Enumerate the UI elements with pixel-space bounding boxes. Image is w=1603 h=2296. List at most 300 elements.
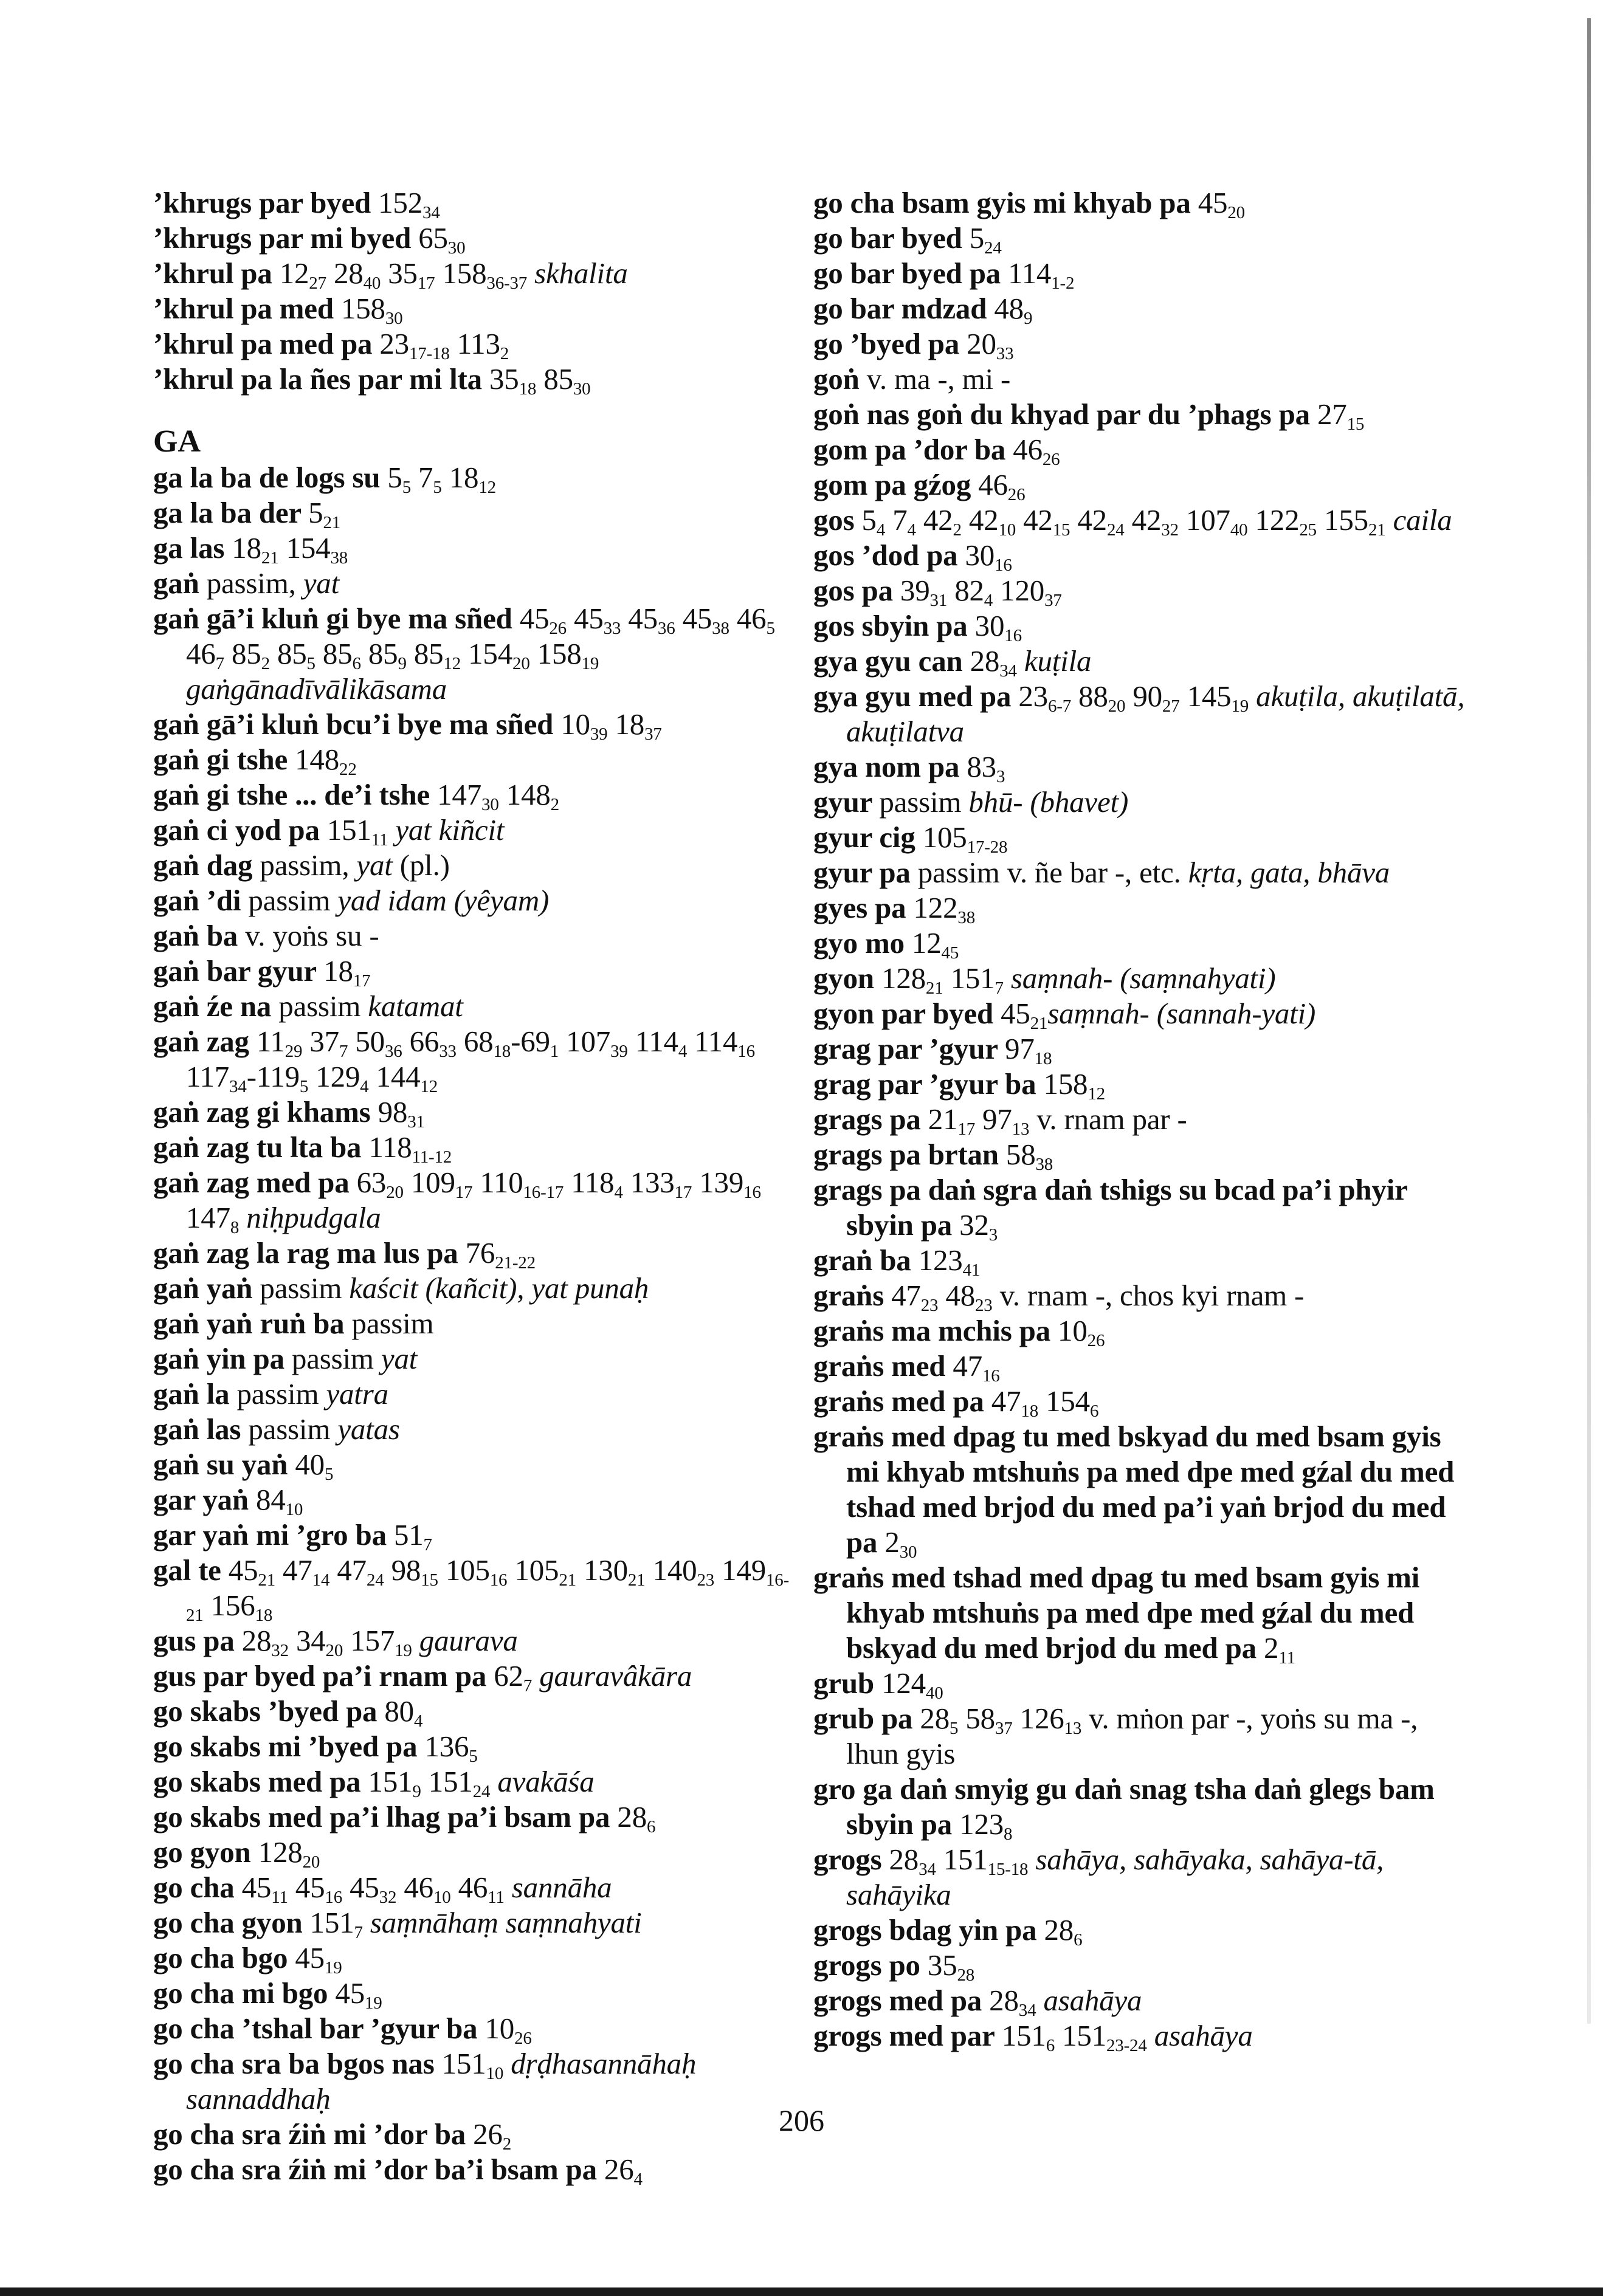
reference: 46 — [450, 1871, 488, 1904]
reference — [505, 1871, 512, 1904]
index-entry — [153, 1940, 791, 1976]
line-subscript: 39 — [590, 724, 608, 744]
line-subscript: 20 — [512, 654, 530, 673]
headword: grogs med par — [813, 2019, 1002, 2052]
reference: 45 — [1001, 997, 1030, 1030]
index-entry — [813, 1772, 1470, 1842]
headword: grogs bdag yin pa — [813, 1913, 1044, 1947]
reference: v. mṅon par -, yoṅs su ma -, lhun gyis — [846, 1702, 1418, 1770]
line-subscript: 24 — [984, 238, 1002, 258]
headword: gus par byed pa’i rnam pa — [153, 1659, 494, 1693]
line-subscript: 5 — [324, 1465, 334, 1484]
line-subscript: 22 — [339, 760, 357, 779]
reference: passim — [278, 989, 368, 1023]
headword: go cha mi bgo — [153, 1976, 336, 2010]
reference — [363, 1906, 370, 1939]
reference: 5 — [308, 496, 323, 529]
reference: 35 — [927, 1948, 957, 1982]
index-entry — [153, 185, 791, 221]
reference: 154 — [278, 531, 331, 565]
reference: 47 — [991, 1384, 1021, 1418]
headword: ga la ba der — [153, 496, 309, 529]
line-subscript: 13 — [1064, 1719, 1082, 1738]
line-subscript: 16 — [1004, 626, 1022, 645]
sanskrit-equivalent: gaṅgānadīvālikāsama — [186, 672, 447, 706]
headword: grub pa — [813, 1702, 920, 1735]
line-subscript: 16 — [325, 1888, 343, 1907]
line-subscript: 26 — [1007, 485, 1026, 504]
reference: 5 — [387, 461, 402, 494]
headword: gaṅ bar gyur — [153, 954, 324, 988]
index-entry — [153, 1482, 791, 1517]
reference: 151 — [326, 813, 371, 847]
line-subscript: 7 — [995, 978, 1004, 998]
reference — [532, 1659, 539, 1693]
reference: passim — [248, 1412, 338, 1446]
reference: 46 — [1013, 433, 1043, 466]
reference: 45 — [342, 1871, 379, 1904]
line-subscript: 12 — [420, 1077, 438, 1096]
index-entry — [153, 707, 791, 742]
line-subscript: 18 — [493, 1042, 511, 1061]
line-subscript: 19 — [1231, 696, 1249, 716]
headword: gyes pa — [813, 891, 914, 924]
index-entry — [813, 362, 1470, 397]
reference: 90 — [1125, 679, 1162, 713]
index-entry — [153, 1729, 791, 1764]
reference: 42 — [915, 503, 953, 537]
index-entry — [813, 291, 1470, 326]
line-subscript: 37 — [644, 724, 662, 744]
index-entry — [153, 495, 791, 531]
line-subscript: 27 — [309, 273, 326, 293]
reference — [239, 1201, 246, 1234]
reference: 45 — [519, 602, 550, 635]
reference: (pl.) — [392, 848, 450, 882]
headword: gyur — [813, 785, 880, 819]
index-entry — [813, 961, 1470, 996]
reference: 23 — [1018, 679, 1048, 713]
index-entry — [153, 601, 791, 707]
reference: v. ma -, mi - — [866, 362, 1011, 396]
reference: 45 — [288, 1871, 325, 1904]
line-subscript: 16-17 — [523, 1183, 564, 1202]
headword: go cha sra źiṅ mi ’dor ba’i bsam pa — [153, 2153, 604, 2186]
sanskrit-equivalent: niḥpudgala — [246, 1201, 381, 1234]
reference: 97 — [975, 1102, 1012, 1136]
reference: -119 — [246, 1060, 300, 1093]
reference: 28 — [1044, 1913, 1074, 1947]
line-subscript: 41 — [962, 1260, 981, 1280]
reference: 45 — [675, 602, 712, 635]
reference: v. rnam -, chos kyi rnam - — [992, 1279, 1305, 1312]
headword: gaṅ ’di — [153, 884, 249, 917]
index-entry — [153, 848, 791, 883]
reference: 42 — [1016, 503, 1053, 537]
line-subscript: 12 — [478, 478, 496, 497]
line-subscript: 4 — [360, 1077, 369, 1096]
reference: 30 — [965, 538, 995, 572]
reference — [1036, 1984, 1043, 2017]
reference: 98 — [384, 1553, 421, 1587]
index-entry — [153, 1553, 791, 1623]
reference: 7 — [411, 461, 433, 494]
line-subscript: 33 — [439, 1042, 457, 1061]
headword: gus pa — [153, 1624, 242, 1657]
reference: 42 — [961, 503, 999, 537]
right-column — [813, 185, 1470, 2054]
line-subscript: 26 — [549, 619, 567, 638]
index-entry — [153, 1799, 791, 1835]
line-subscript: 21 — [559, 1570, 576, 1590]
index-entry — [813, 749, 1470, 785]
index-entry — [813, 644, 1470, 679]
reference: 58 — [958, 1702, 995, 1735]
reference: 85 — [406, 637, 444, 670]
index-entry — [153, 1341, 791, 1377]
index-entry — [153, 1623, 791, 1658]
reference: 151 — [1055, 2019, 1106, 2052]
index-entry — [813, 1948, 1470, 1983]
reference: 45 — [566, 602, 604, 635]
headword: graṅs ma mchis pa — [813, 1314, 1058, 1347]
index-entry — [153, 813, 791, 848]
index-entry — [153, 2011, 791, 2046]
line-subscript: 36 — [657, 619, 675, 638]
index-entry — [153, 1870, 791, 1905]
headword: grag par ’gyur ba — [813, 1067, 1044, 1101]
reference: 45 — [335, 1976, 365, 2010]
sanskrit-equivalent: asahāya — [1043, 1984, 1142, 2017]
index-entry — [153, 1236, 791, 1271]
line-subscript: 45 — [941, 943, 959, 963]
index-entry — [153, 221, 791, 256]
headword: graṅs med pa — [813, 1384, 991, 1418]
line-subscript: 5 — [950, 1719, 959, 1738]
reference: 63 — [356, 1166, 387, 1199]
index-entry — [813, 679, 1470, 749]
headword: ’khrul pa la ñes par mi lta — [153, 362, 489, 396]
line-subscript: 19 — [324, 1958, 342, 1978]
index-entry — [153, 1377, 791, 1412]
sanskrit-equivalent: gauravâkāra — [539, 1659, 692, 1693]
index-entry — [813, 1983, 1470, 2018]
line-subscript: 5 — [306, 654, 315, 673]
headword: gaṅ zag la rag ma lus pa — [153, 1236, 466, 1270]
reference: 113 — [449, 327, 500, 360]
reference: 151 — [943, 961, 995, 995]
line-subscript: 4 — [633, 2170, 643, 2189]
line-subscript: 18 — [1034, 1049, 1052, 1068]
headword: gyur cig — [813, 820, 923, 854]
line-subscript: 38 — [957, 908, 975, 927]
index-entry — [153, 1306, 791, 1341]
line-subscript: 17 — [353, 971, 371, 991]
reference: 35 — [489, 362, 519, 396]
line-subscript: 4 — [614, 1183, 623, 1202]
reference: 28 — [989, 1984, 1019, 2017]
reference: 154 — [1038, 1384, 1090, 1418]
line-subscript: 34 — [1018, 2001, 1036, 2020]
line-subscript: 11 — [371, 830, 388, 850]
reference: 155 — [1316, 503, 1368, 537]
headword: go bar byed pa — [813, 256, 1008, 290]
line-subscript: 15 — [1052, 520, 1070, 540]
headword: grogs — [813, 1843, 889, 1876]
line-subscript: 21 — [1030, 1014, 1048, 1033]
reference: 85 — [224, 637, 261, 670]
line-subscript: 12 — [443, 654, 461, 673]
line-subscript: 20 — [325, 1641, 343, 1660]
line-subscript: 21-22 — [495, 1253, 536, 1273]
reference: 85 — [315, 637, 353, 670]
reference: 45 — [295, 1941, 325, 1975]
reference: 118 — [564, 1166, 615, 1199]
line-subscript: 26 — [514, 2029, 532, 2048]
line-subscript: 17-18 — [409, 344, 450, 363]
reference: -69 — [511, 1025, 550, 1058]
index-entry — [813, 996, 1470, 1031]
headword: ’khrul pa med pa — [153, 327, 380, 360]
line-subscript: 21 — [627, 1570, 646, 1590]
line-subscript: 11 — [488, 1888, 505, 1907]
section-heading: GA — [153, 424, 201, 459]
line-subscript: 13 — [1012, 1119, 1030, 1139]
reference: 123 — [918, 1243, 963, 1277]
reference: 129 — [308, 1060, 360, 1093]
line-subscript: 5 — [469, 1747, 478, 1766]
reference: 51 — [393, 1518, 424, 1552]
reference: 85 — [269, 637, 307, 670]
line-subscript: 7 — [215, 654, 224, 673]
headword: graṅs med dpag tu med bskyad du med bsam gyis mi khyab mtshuṅs pa med dpe med gźal du med tshad med brjod du med pa’i yaṅ brjod du med pa — [813, 1420, 1455, 1559]
reference: 62 — [494, 1659, 523, 1693]
headword: gaṅ gi tshe — [153, 743, 295, 776]
index-entry — [153, 460, 791, 495]
line-subscript: 16 — [489, 1570, 508, 1590]
line-subscript: 5 — [402, 478, 411, 497]
line-subscript: 4 — [678, 1042, 688, 1061]
sanskrit-equivalent: yat — [303, 566, 339, 600]
page-edge-shadow — [1587, 18, 1591, 2024]
headword: gaṅ gi tshe ... de’i tshe — [153, 778, 438, 811]
line-subscript: 40 — [925, 1683, 943, 1703]
reference: 48 — [994, 292, 1024, 325]
reference: 147 — [437, 778, 482, 811]
reference: passim — [260, 1271, 350, 1305]
headword: gos — [813, 503, 862, 537]
line-subscript: 33 — [603, 619, 621, 638]
headword: gaṅ gā’i kluṅ bcu’i bye ma sñed — [153, 707, 561, 741]
reference: 151 — [441, 2047, 486, 2080]
reference — [490, 1765, 497, 1798]
sanskrit-equivalent: saṃnah- (saṃnahyati) — [1010, 961, 1276, 995]
headword: go cha sra ba bgos nas — [153, 2047, 442, 2080]
headword: go skabs mi ’byed pa — [153, 1730, 425, 1763]
line-subscript: 34 — [919, 1860, 936, 1879]
index-entry — [813, 397, 1470, 432]
headword: gaṅ su yaṅ — [153, 1448, 295, 1481]
line-subscript: 32 — [379, 1888, 397, 1907]
headword: go cha ’tshal bar ’gyur ba — [153, 2012, 485, 2045]
line-subscript: 16 — [737, 1042, 755, 1061]
headword: gos sbyin pa — [813, 609, 975, 642]
line-subscript: 30 — [447, 238, 466, 258]
reference: passim, — [260, 848, 357, 882]
headword: gaṅ ci yod pa — [153, 813, 327, 847]
reference: 50 — [348, 1025, 385, 1058]
index-entry — [813, 1243, 1470, 1278]
line-subscript: 21 — [925, 978, 943, 998]
sanskrit-equivalent: asahāya — [1154, 2019, 1253, 2052]
index-entry — [153, 531, 791, 566]
reference: 23 — [379, 327, 409, 360]
reference — [1028, 1843, 1035, 1876]
headword: gya gyu can — [813, 644, 970, 678]
index-entry — [813, 855, 1470, 890]
reference: 114 — [687, 1025, 738, 1058]
reference: 40 — [295, 1448, 325, 1481]
line-subscript: 2 — [261, 654, 270, 673]
line-subscript: 26 — [1087, 1331, 1105, 1350]
index-entry — [813, 1560, 1470, 1666]
headword: ’khrul pa med — [153, 292, 341, 325]
reference: 158 — [529, 637, 582, 670]
line-subscript: 18 — [519, 379, 537, 399]
line-subscript: 23 — [975, 1296, 993, 1315]
sanskrit-equivalent: yat — [356, 848, 393, 882]
index-entry — [813, 1701, 1470, 1772]
index-entry — [153, 2152, 791, 2187]
index-entry — [153, 1835, 791, 1870]
index-entry — [813, 467, 1470, 503]
reference: 156 — [203, 1589, 255, 1622]
line-subscript: 38 — [712, 619, 729, 638]
line-subscript: 7 — [423, 1535, 432, 1555]
reference: 114 — [1008, 256, 1052, 290]
index-entry — [813, 185, 1470, 221]
reference: 144 — [368, 1060, 421, 1093]
reference: 84 — [256, 1483, 286, 1516]
index-entry — [813, 1913, 1470, 1948]
reference: 21 — [928, 1102, 958, 1136]
reference: 46 — [729, 602, 767, 635]
headword: gaṅ zag med pa — [153, 1166, 357, 1199]
line-subscript: 40 — [1230, 520, 1248, 540]
headword: graṅs med — [813, 1349, 953, 1383]
headword: gaṅ yaṅ — [153, 1271, 260, 1305]
reference: 107 — [1178, 503, 1230, 537]
headword: ga la ba de logs su — [153, 461, 388, 494]
reference: 118 — [368, 1130, 412, 1164]
headword: graṅs med tshad med dpag tu med bsam gyis mi khyab mtshuṅs pa med dpe med gźal du med bskyad du med brjod du med pa — [813, 1561, 1420, 1665]
sanskrit-equivalent: avakāśa — [497, 1765, 595, 1798]
index-entry — [813, 1384, 1470, 1419]
line-subscript: 23-24 — [1106, 2036, 1147, 2055]
index-entry — [813, 1419, 1470, 1560]
index-entry — [813, 221, 1470, 256]
index-entry — [813, 326, 1470, 362]
line-subscript: 8 — [230, 1218, 240, 1237]
headword: gaṅ zag — [153, 1025, 257, 1058]
line-subscript: 40 — [363, 273, 381, 293]
index-entry — [153, 1447, 791, 1482]
index-entry — [813, 1666, 1470, 1701]
reference: 139 — [692, 1166, 744, 1199]
headword: graṅs — [813, 1279, 892, 1312]
line-subscript: 36-37 — [486, 273, 528, 293]
sanskrit-equivalent: kuṭila — [1024, 644, 1092, 678]
reference: 47 — [953, 1349, 982, 1383]
line-subscript: 19 — [581, 654, 599, 673]
reference: v. rnam par - — [1029, 1102, 1187, 1136]
line-subscript: 1-2 — [1051, 273, 1075, 293]
index-entry — [153, 362, 791, 397]
index-entry — [153, 291, 791, 326]
sanskrit-equivalent: kṛta, gata, bhāva — [1188, 856, 1390, 889]
reference: 10 — [560, 707, 590, 741]
reference: 11 — [256, 1025, 285, 1058]
line-subscript: 4 — [413, 1711, 423, 1731]
reference: 48 — [938, 1279, 975, 1312]
reference: 39 — [900, 574, 930, 607]
headword: gyur pa — [813, 856, 918, 889]
reference: 124 — [881, 1666, 926, 1700]
sanskrit-equivalent: saṃnāhaṃ saṃnahyati — [370, 1906, 642, 1939]
line-subscript: 16 — [743, 1183, 761, 1202]
sanskrit-equivalent: sannāha — [511, 1871, 612, 1904]
headword: gaṅ zag gi khams — [153, 1095, 378, 1129]
headword: gaṅ yaṅ ruṅ ba — [153, 1307, 352, 1340]
headword: go cha bgo — [153, 1941, 295, 1975]
reference: passim — [291, 1342, 381, 1375]
line-subscript: 21 — [261, 548, 279, 568]
index-entry — [153, 326, 791, 362]
line-subscript: 17 — [455, 1183, 473, 1202]
line-subscript: 1 — [550, 1042, 559, 1061]
sanskrit-equivalent: katamat — [368, 989, 463, 1023]
line-subscript: 6 — [1046, 2036, 1055, 2055]
headword: gaṅ zag tu lta ba — [153, 1130, 369, 1164]
index-entry — [813, 432, 1470, 467]
line-subscript: 21 — [323, 513, 341, 532]
line-subscript: 16 — [982, 1366, 1000, 1386]
headword: gar yaṅ — [153, 1483, 257, 1516]
reference: 154 — [461, 637, 513, 670]
line-subscript: 30 — [481, 795, 499, 814]
reference: 130 — [576, 1553, 628, 1587]
reference: 47 — [891, 1279, 921, 1312]
line-subscript: 9 — [412, 1782, 421, 1801]
line-subscript: 14 — [312, 1570, 330, 1590]
reference: 66 — [402, 1025, 440, 1058]
reference: 5 — [969, 221, 985, 255]
reference: 82 — [947, 574, 984, 607]
reference: 117 — [186, 1060, 230, 1093]
reference: 42 — [1124, 503, 1162, 537]
sanskrit-equivalent: yatra — [326, 1377, 388, 1411]
reference: 105 — [507, 1553, 559, 1587]
line-subscript: 2 — [502, 2134, 512, 2154]
reference: 18 — [323, 954, 353, 988]
reference: 80 — [384, 1694, 414, 1728]
line-subscript: 30 — [385, 309, 403, 328]
reference: 88 — [1071, 679, 1108, 713]
reference: 152 — [378, 186, 423, 219]
headword: gaṅ dag — [153, 848, 260, 882]
line-subscript: 7 — [339, 1042, 348, 1061]
reference — [412, 1624, 419, 1657]
